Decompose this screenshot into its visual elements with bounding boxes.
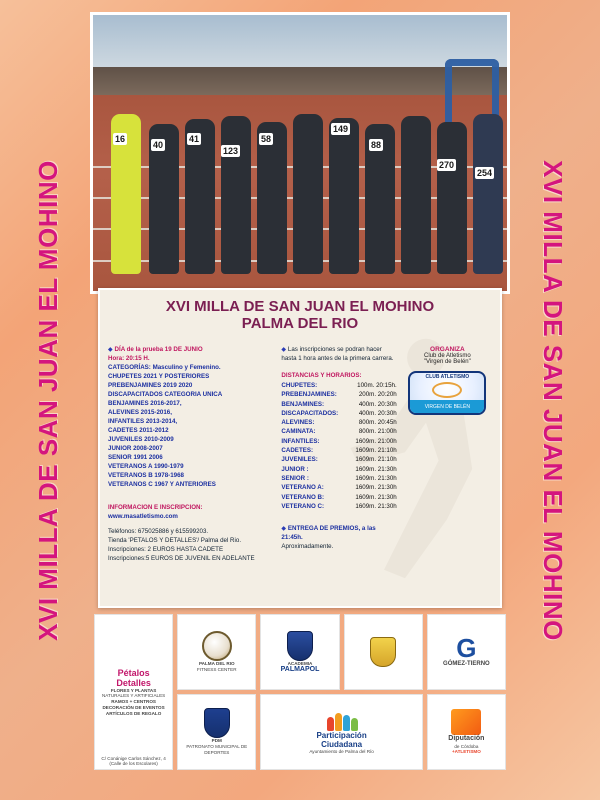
distance-row: SENIOR : 1609m. 21:30h — [281, 474, 397, 482]
people-group-icon — [325, 709, 359, 731]
photo-canvas — [93, 15, 507, 291]
sponsor-pdm-deportes[interactable] — [177, 694, 256, 770]
sponsor-line: FLORES Y PLANTAS — [110, 687, 157, 693]
column-right — [403, 346, 492, 564]
inscription-item — [108, 537, 275, 546]
runner-figure — [329, 118, 359, 274]
fitness-badge-icon — [202, 631, 232, 661]
distance-row: BENJAMINES: 400m. 20:30h — [281, 400, 397, 408]
awards-note-2 — [281, 543, 396, 552]
inscription-item-text: Tienda 'PETALOS Y DETALLES'/ Palma del Rio. — [108, 536, 242, 544]
detail-item — [108, 418, 275, 427]
sponsor-line: GÓMEZ-TIERNO — [443, 661, 490, 668]
inscription-item — [108, 528, 275, 537]
race-photo — [90, 12, 510, 294]
distance-row: VETERANO A: 1609m. 21:30h — [281, 484, 397, 492]
runner-figure — [401, 116, 431, 274]
inscription-item-text: Teléfonos: 675025886 y 615599203. — [108, 527, 209, 535]
distance-row: VETERANO B: 1609m. 21:30h — [281, 493, 397, 501]
detail-item — [108, 427, 275, 436]
detail-item — [108, 472, 275, 481]
detail-text: INFANTILES 2013-2014, — [108, 417, 178, 425]
bib-number: 41 — [189, 134, 200, 144]
card-title-line1: XVI MILLA DE SAN JUAN EL MOHINO — [165, 298, 435, 315]
card-columns — [100, 346, 500, 564]
detail-item — [108, 454, 275, 463]
sponsor-academia-palmapol[interactable] — [260, 614, 339, 690]
detail-text: CATEGORÍAS: Masculino y Femenino. — [108, 363, 221, 371]
sponsor-line: FITNESS CENTER — [197, 667, 237, 672]
organiza-heading: ORGANIZA — [430, 346, 465, 353]
detail-item — [108, 436, 275, 445]
sponsor-line: de Córdoba — [454, 743, 479, 749]
sponsor-palma-del-rio-fitness[interactable] — [177, 614, 256, 690]
detail-item — [108, 382, 275, 391]
runner-figure — [221, 116, 251, 274]
bib-number: 123 — [223, 146, 239, 156]
distance-row: JUVENILES: 1609m. 21:10h — [281, 456, 397, 464]
detail-text: PREBENJAMINES 2019 2020 — [108, 381, 193, 389]
sponsor-title: Diputación — [448, 734, 485, 742]
sponsor-grid — [94, 614, 506, 770]
bib-number: 254 — [477, 168, 493, 178]
detail-text: VETERANOS C 1967 Y ANTERIORES — [108, 480, 216, 488]
distance-row: CADETES: 1609m. 21:10h — [281, 447, 397, 455]
sponsor-title: PDM — [211, 738, 222, 744]
diputacion-logo-icon — [451, 709, 481, 735]
club-logo-band-text: VIRGEN DE BELÉN — [410, 400, 484, 413]
awards-line2: Aproximadamente. — [281, 543, 334, 551]
detail-text: VETERANOS B 1978-1968 — [108, 471, 185, 479]
sponsor-title-2: Detalles — [116, 677, 151, 688]
distance-row: CAMINATA: 800m. 21:00h — [281, 428, 397, 436]
sponsor-participacion-ciudadana[interactable] — [260, 694, 422, 770]
awards-line1: ENTREGA DE PREMIOS, a las 21:45h. — [281, 525, 376, 542]
bib-number: 88 — [371, 140, 382, 150]
sponsor-ayuntamiento-crest[interactable] — [344, 614, 423, 690]
sponsor-line: +ATLETISMO — [451, 749, 481, 755]
runner-figure — [473, 114, 503, 274]
detail-item: ◆ DÍA de la prueba 19 DE JUNIO — [108, 346, 203, 353]
runner-figure — [257, 122, 287, 274]
detail-text: BENJAMINES 2016-2017, — [108, 399, 182, 407]
sponsor-line: RAMOS + CENTROS — [111, 699, 156, 705]
sponsor-title: ACADEMIA — [287, 660, 313, 666]
bib-number: 270 — [439, 160, 455, 170]
distance-row: ALEVINES: 800m. 20:45h — [281, 419, 397, 427]
photo-sky — [93, 15, 507, 67]
pdm-shield-icon — [204, 708, 230, 738]
runner-figure — [437, 122, 467, 274]
distance-row: DISCAPACITADOS: 400m. 20:30h — [281, 409, 397, 417]
side-title-right-text: XVI MILLA DE SAN JUAN EL MOHINO — [537, 159, 568, 641]
coat-of-arms-icon — [370, 637, 396, 667]
detail-item — [108, 463, 275, 472]
detail-item — [108, 481, 275, 490]
bib-number: 58 — [261, 134, 272, 144]
bib-number: 16 — [115, 134, 126, 144]
detail-item — [108, 364, 275, 373]
detail-item — [108, 400, 275, 409]
detail-text: JUVENILES 2010-2009 — [108, 435, 174, 443]
center-column — [84, 10, 516, 790]
detail-text: DÍA de la prueba 19 DE JUNIO — [114, 346, 203, 353]
inscription-item — [108, 546, 275, 555]
club-logo-top-text: CLUB ATLETISMO — [425, 374, 470, 380]
sponsor-title: G — [456, 633, 477, 664]
inscription-heading-text: INFORMACION E INSCRIPCION: — [108, 503, 203, 511]
inscription-web[interactable] — [108, 513, 275, 522]
runner-figure — [293, 114, 323, 274]
detail-text: DISCAPACITADOS CATEGORIA UNICA — [108, 390, 223, 398]
bib-number: 40 — [153, 140, 164, 150]
detail-item — [108, 373, 275, 382]
side-title-left-text: XVI MILLA DE SAN JUAN EL MOHINO — [32, 159, 63, 641]
laurel-ring-icon — [432, 382, 462, 398]
sponsor-diputacion-cordoba[interactable] — [427, 694, 506, 770]
inscription-item-text: Inscripciones:5 EUROS DE JUVENIL EN ADELANTE — [108, 554, 255, 562]
column-left — [108, 346, 275, 564]
bib-number: 149 — [333, 124, 349, 134]
organiza-line2: "Virgen de Belén" — [423, 359, 471, 365]
awards-note: ◆ ENTREGA DE PREMIOS, a las 21:45h. — [281, 525, 376, 542]
distances-heading — [281, 372, 396, 381]
detail-text: CHUPETES 2021 Y POSTERIORES — [108, 372, 210, 380]
organiza-line1: Club de Atletismo — [424, 353, 471, 359]
detail-item — [108, 391, 275, 400]
sponsor-line: PATRONATO MUNICIPAL DE DEPORTES — [186, 744, 248, 755]
sponsor-line: DECORACIÓN DE EVENTOS — [102, 704, 165, 710]
distances-heading-text: DISTANCIAS Y HORARIOS: — [281, 371, 362, 379]
sponsor-title-2: Ciudadana — [321, 740, 363, 750]
inscription-item-text: Inscripciones: 2 EUROS HASTA CADETE — [108, 545, 224, 553]
detail-text: CADETES 2011-2012 — [108, 426, 169, 434]
police-shield-icon — [287, 631, 313, 661]
race-info-card — [98, 288, 502, 608]
sponsor-title: PALMA DEL RIO — [198, 661, 235, 667]
sponsor-gomez-tierno[interactable] — [427, 614, 506, 690]
detail-text: ALEVINES 2015-2016, — [108, 408, 172, 416]
detail-item — [108, 355, 275, 364]
detail-item — [108, 445, 275, 454]
distance-row: PREBENJAMINES: 200m. 20:20h — [281, 391, 397, 399]
distance-row: VETERANO C: 1609m. 21:30h — [281, 502, 397, 510]
sponsor-footer: C/ Conánige Carlos Sánchez, 4 (Calle de los Escolares) — [101, 755, 166, 767]
middle-note: ◆ Las inscripciones se podran hacer hasta 1 hora antes de la primera carrera. — [281, 346, 394, 362]
detail-text: Hora: 20:15 H. — [108, 354, 150, 362]
sponsor-petalos-y-detalles[interactable] — [94, 614, 173, 770]
sponsor-line: NATURALES Y ARTIFICIALES — [101, 693, 166, 699]
card-title-line2: PALMA DEL RIO — [241, 315, 359, 333]
side-title-left — [0, 0, 96, 800]
detail-item — [108, 409, 275, 418]
inscription-web-text: www.masatletismo.com — [108, 512, 178, 520]
sponsor-line: ARTÍCULOS DE REGALO — [105, 710, 162, 716]
side-title-right — [504, 0, 600, 800]
detail-text: VETERANOS A 1990-1979 — [108, 462, 184, 470]
inscription-heading — [108, 504, 275, 513]
club-logo — [408, 371, 486, 415]
middle-note-text: Las inscripciones se podran hacer hasta 1 hora antes de la primera carrera. — [281, 346, 394, 362]
inscription-item — [108, 555, 275, 564]
distance-row: INFANTILES: 1609m. 21:00h — [281, 437, 397, 445]
sponsor-line: Ayuntamiento de Palma del Río — [309, 749, 374, 755]
detail-text: SENIOR 1991 2006 — [108, 453, 163, 461]
distance-row: CHUPETES: 100m. 20:15h. — [281, 381, 397, 389]
distance-row: JUNIOR : 1609m. 21:30h — [281, 465, 397, 473]
sponsor-title: Pétalos — [117, 667, 150, 678]
column-middle — [281, 346, 396, 564]
sponsor-line: PALMAPOL — [280, 666, 320, 674]
detail-text: JUNIOR 2008-2007 — [108, 444, 163, 452]
sponsor-title: Participación — [316, 731, 367, 741]
